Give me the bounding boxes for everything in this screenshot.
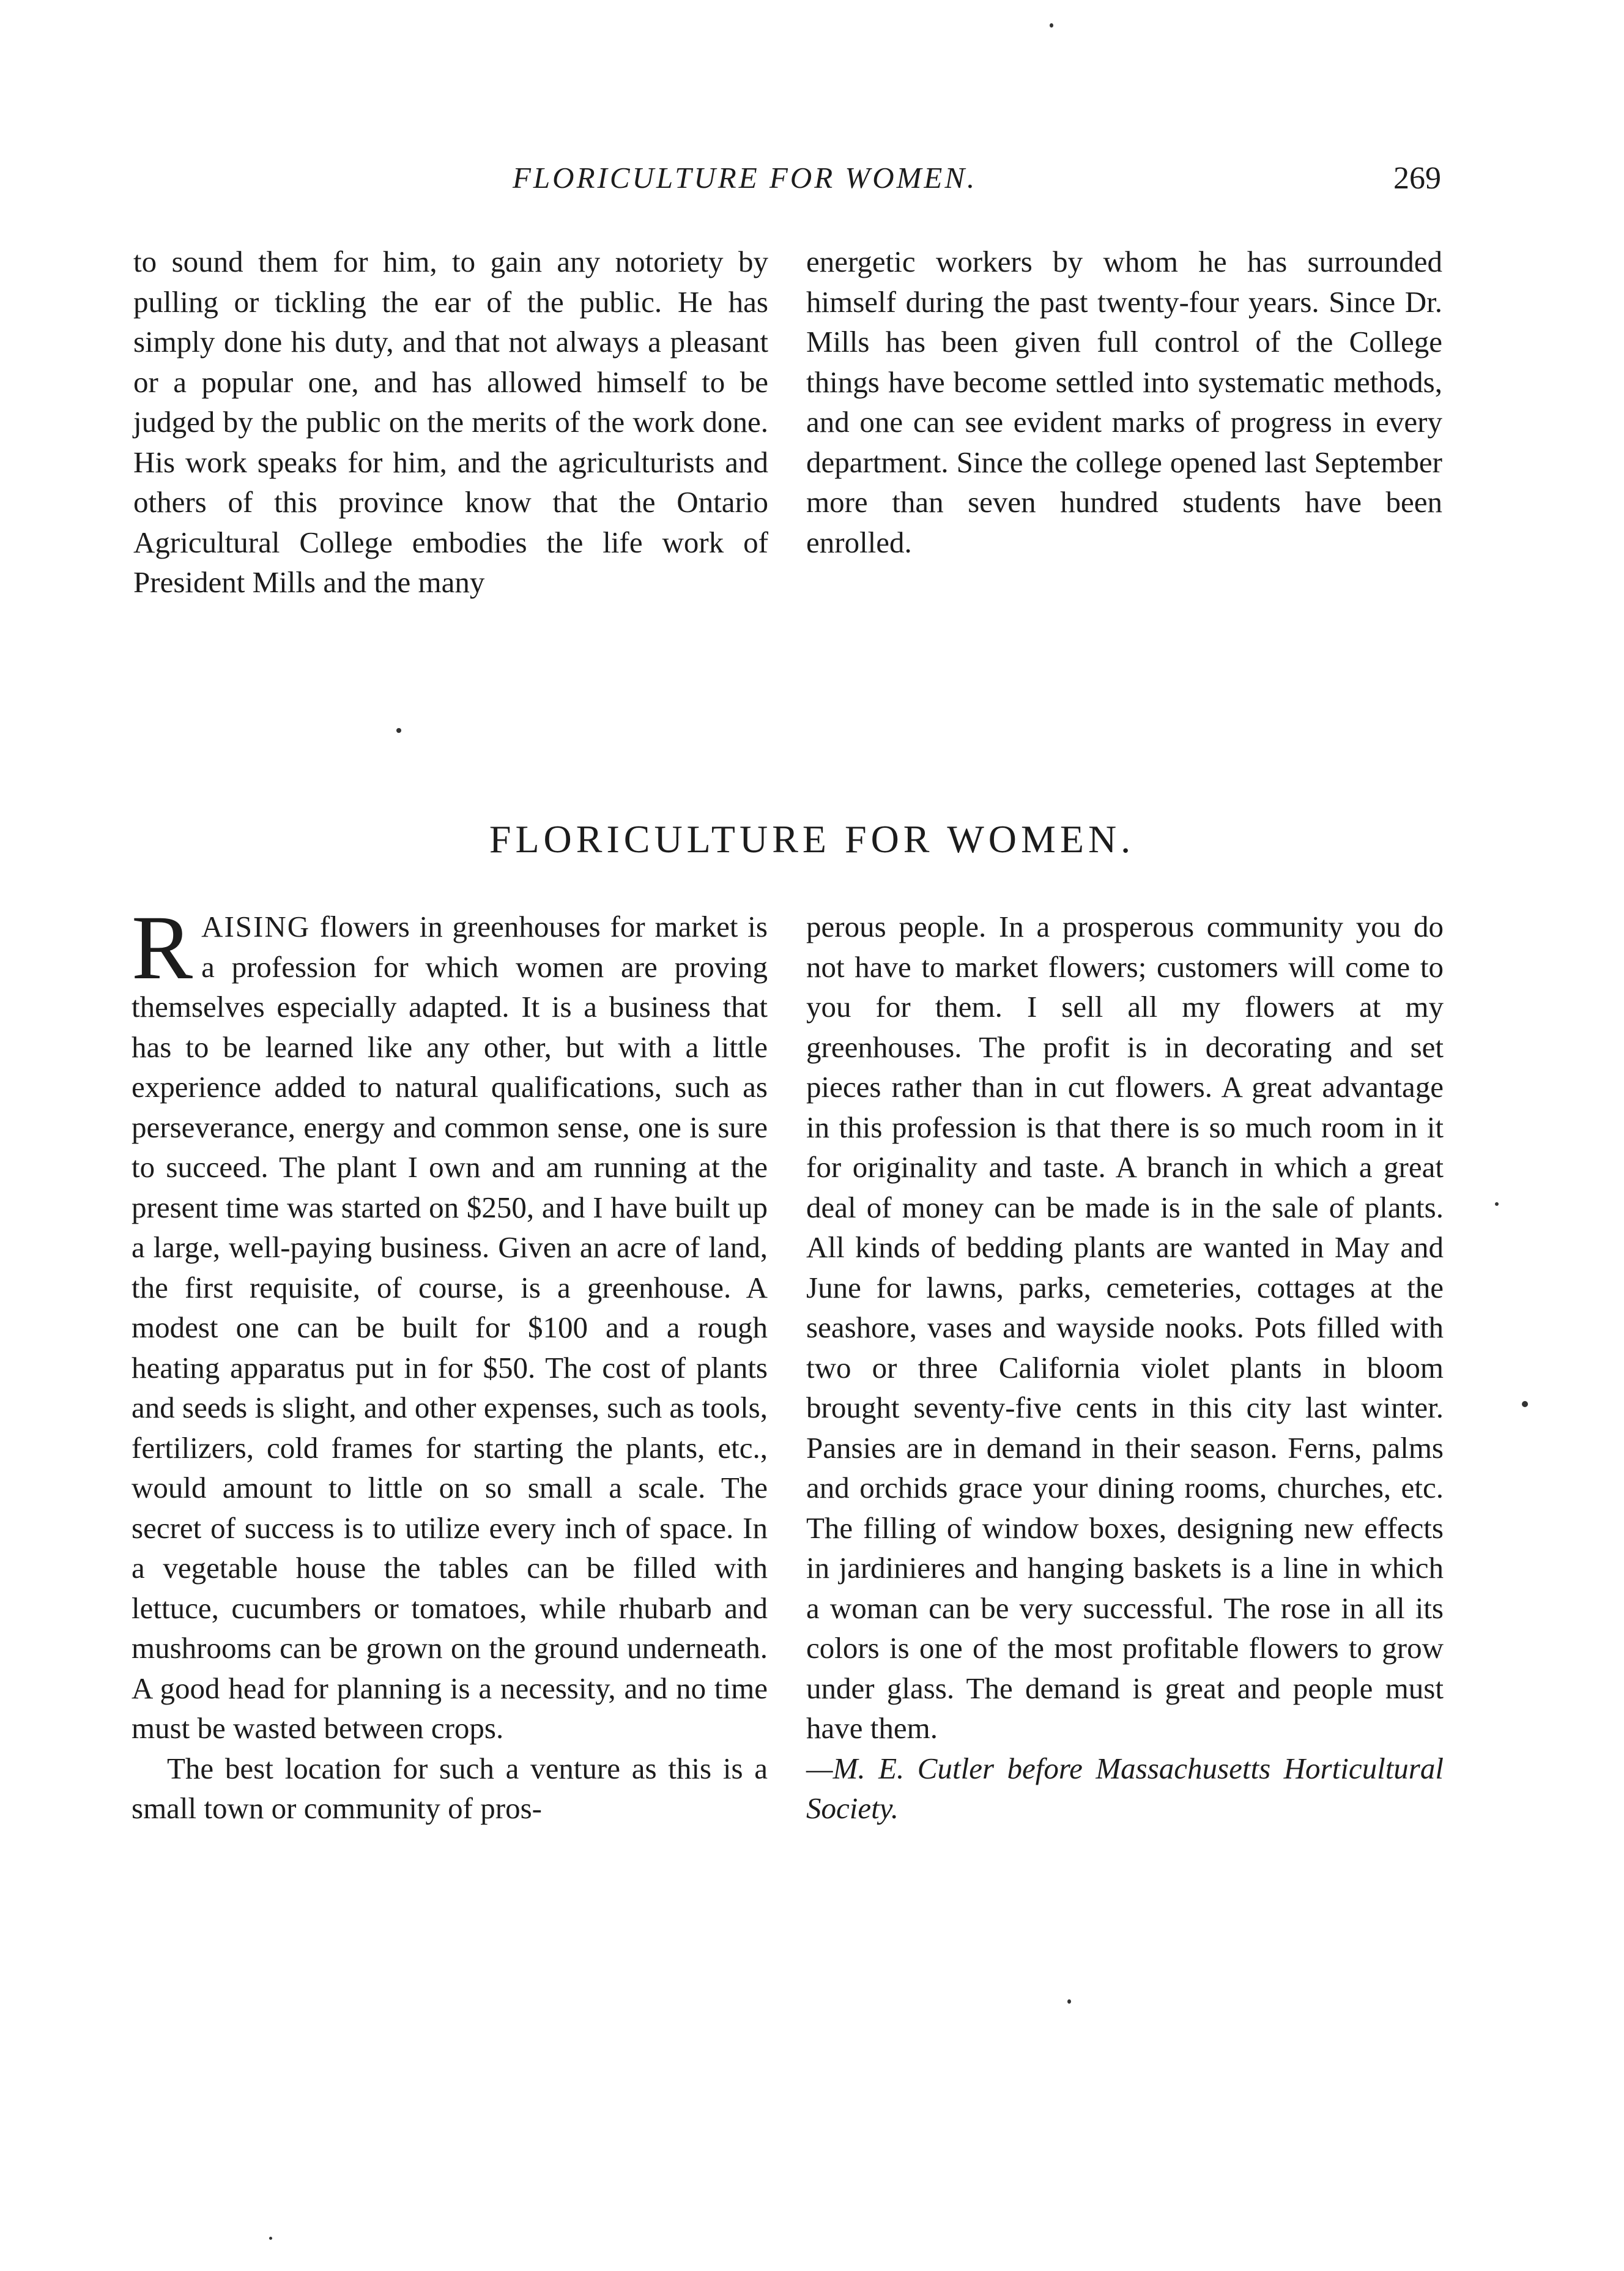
top-article-right-column [806, 242, 1442, 562]
article-paragraph-1 [132, 897, 768, 1749]
print-speck [269, 2237, 272, 2240]
running-head [0, 160, 1624, 209]
top-article-right-text: energetic workers by whom he has surrounded himself during the past twenty-four years. Since Dr. Mills has been given full control of the College things have become settled into systematic methods, and one can see evident marks of progress in every department. Since the college opened last September more than seven hundred students have been enrolled. [806, 245, 1442, 559]
top-article-left-column [133, 242, 768, 603]
print-speck [1495, 1202, 1499, 1206]
print-speck [1522, 1401, 1528, 1407]
article-paragraph-2-continued: perous people. In a prosperous community you do not have to market flowers; customers will come to you for them. I sell all my flowers at my greenhouses. The profit is in decorating and set pieces rather than in cut flowers. A great advantage in this profession is that there is so much room in it for originality and taste. A branch in which a great deal of money can be made is in the sale of plants. All kinds of bedding plants are wanted in May and June for lawns, parks, cemeteries, cottages at the seashore, vases and wayside nooks. Pots filled with two or three California violet plants in bloom brought seventy-five cents in this city last winter. Pansies are in demand in their season. Ferns, palms and orchids grace your dining rooms, churches, etc. The filling of window boxes, designing new effects in jardinieres and hanging baskets is a line in which a woman can be very successful. The rose in all its colors is one of the most profitable flowers to grow under glass. The demand is great and people must have them. [806, 910, 1444, 1745]
opening-caps: AISING [201, 910, 311, 943]
print-speck [1067, 1999, 1071, 2004]
article-attribution: —M. E. Cutler before Massachusetts Horticultural Society. [806, 1751, 1444, 1825]
drop-cap: R [132, 897, 193, 998]
print-speck [1050, 23, 1053, 28]
article-left-column [132, 897, 768, 1829]
top-article-left-text: to sound them for him, to gain any notoriety by pulling or tickling the ear of the public. He has simply done his duty, and that not always a pleasant or a popular one, and has allowed himself to be judged by the public on the merits of the work done. His work speaks for him, and the agriculturists and others of this province know that the Ontario Agricultural College embodies the life work of President Mills and the many [133, 245, 768, 599]
print-speck [396, 728, 401, 733]
article-paragraph-1-text: flowers in greenhouses for market is a profession for which women are proving themselves especially adapted. It is a business that has to be learned like any other, but with a little experience added to natural qualifications, such as perseverance, energy and common sense, one is sure to succeed. The plant I own and am running at the present time was started on $250, and I have built up a large, well-paying business. Given an acre of land, the first requisite, of course, is a greenhouse. A modest one can be built for $100 and a rough heating apparatus put in for $50. The cost of plants and seeds is slight, and other expenses, such as tools, fertilizers, cold frames for starting the plants, etc., would amount to little on so small a scale. The secret of success is to utilize every inch of space. In a vegetable house the tables can be filled with lettuce, cucumbers or tomatoes, while rhubarb and mushrooms can be grown on the ground underneath. A good head for planning is a necessity, and no time must be wasted between crops. [132, 910, 768, 1745]
running-title: FLORICULTURE FOR WOMEN. [513, 161, 977, 195]
page-number: 269 [1393, 161, 1441, 196]
article-paragraph-2: The best location for such a venture as this is a small town or community of pros- [132, 1751, 768, 1825]
article-title: FLORICULTURE FOR WOMEN. [489, 817, 1135, 861]
article-right-column [806, 907, 1444, 1829]
